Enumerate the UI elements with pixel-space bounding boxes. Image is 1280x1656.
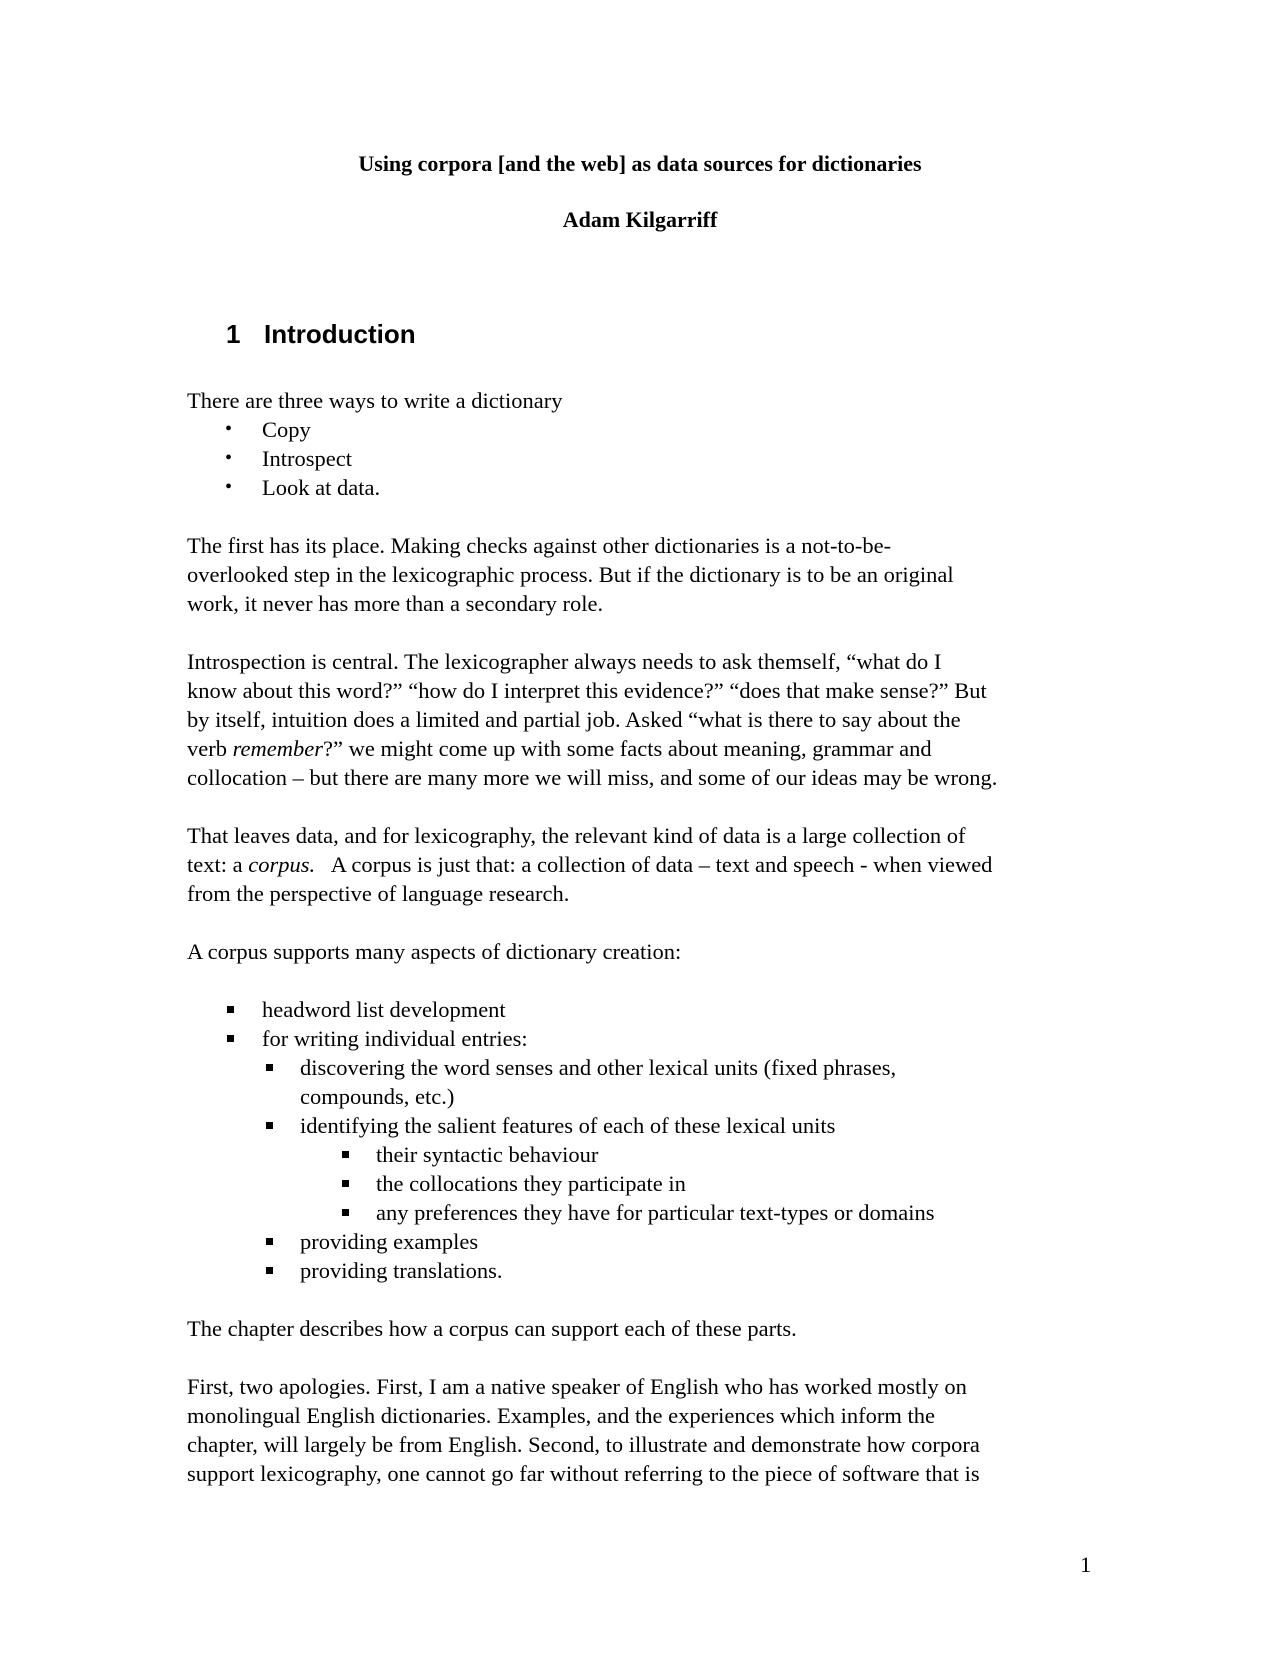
list-item: providing examples bbox=[187, 1227, 1097, 1256]
aspects-list bbox=[187, 995, 1097, 1285]
square-bullet-icon bbox=[342, 1180, 349, 1187]
italic-term: corpus. bbox=[248, 852, 316, 877]
square-bullet-icon bbox=[342, 1151, 349, 1158]
list-item: any preferences they have for particular text-types or domains bbox=[187, 1198, 1097, 1227]
bullet-icon: • bbox=[225, 418, 233, 440]
document-body bbox=[187, 386, 1097, 1488]
list-item: • Look at data. bbox=[225, 475, 381, 500]
ways-list bbox=[187, 415, 1097, 502]
paragraph-supports: A corpus supports many aspects of dictionary creation: bbox=[187, 939, 682, 964]
paragraph-ways: There are three ways to write a dictionary bbox=[187, 388, 563, 413]
document-author: Adam Kilgarriff bbox=[562, 207, 718, 232]
document-title: Using corpora [and the web] as data sources for dictionaries bbox=[358, 151, 922, 176]
list-item: • Introspect bbox=[225, 446, 352, 471]
section-number: 1 bbox=[226, 319, 241, 349]
list-item: the collocations they participate in bbox=[187, 1169, 1097, 1198]
square-bullet-icon bbox=[266, 1238, 273, 1245]
paragraph-introspection: Introspection is central. The lexicographer always needs to ask themself, “what do I know about this word?” “how do I interpret this evidence?” “does that make sense?” But by itself, intuition does a limited and partial job. Asked “what is there to say about the verb remember?” we might come up with some facts about meaning, grammar and collocation – but there are many more we will miss, and some of our ideas may be wrong. bbox=[187, 649, 998, 790]
page-number: 1 bbox=[1080, 1552, 1092, 1577]
square-bullet-icon bbox=[266, 1122, 273, 1129]
italic-term: remember bbox=[232, 736, 323, 761]
list-item: their syntactic behaviour bbox=[187, 1140, 1097, 1169]
square-bullet-icon bbox=[342, 1209, 349, 1216]
list-item: • Copy bbox=[225, 417, 311, 442]
list-item: for writing individual entries: bbox=[187, 1024, 1097, 1053]
square-bullet-icon bbox=[227, 1035, 234, 1042]
square-bullet-icon bbox=[227, 1006, 234, 1013]
list-item: discovering the word senses and other lexical units (fixed phrases, compounds, etc.) bbox=[187, 1053, 1097, 1111]
section-heading bbox=[226, 318, 416, 350]
square-bullet-icon bbox=[266, 1064, 273, 1071]
list-item: providing translations. bbox=[187, 1256, 1097, 1285]
paragraph-chapter: The chapter describes how a corpus can support each of these parts. bbox=[187, 1316, 797, 1341]
paragraph-apologies: First, two apologies. First, I am a native speaker of English who has worked mostly on monolingual English dictionaries. Examples, and the experiences which inform the chapter, will largely be from English. Second, to illustrate and demonstrate how corpora support lexicography, one cannot go far without referring to the piece of software that is bbox=[187, 1374, 980, 1486]
bullet-icon: • bbox=[225, 447, 233, 469]
section-title: Introduction bbox=[264, 319, 416, 349]
list-item: headword list development bbox=[187, 995, 1097, 1024]
bullet-icon: • bbox=[225, 476, 233, 498]
square-bullet-icon bbox=[266, 1267, 273, 1274]
list-item: identifying the salient features of each of these lexical units bbox=[187, 1111, 1097, 1140]
paragraph-data: That leaves data, and for lexicography, the relevant kind of data is a large collection of text: a corpus. A corpus is just that: a collection of data – text and speech - when viewed from the perspective of language research. bbox=[187, 823, 993, 906]
paragraph-first: The first has its place. Making checks against other dictionaries is a not-to-be- overlooked step in the lexicographic process. But if the dictionary is to be an original work, it never has more than a secondary role. bbox=[187, 533, 954, 616]
